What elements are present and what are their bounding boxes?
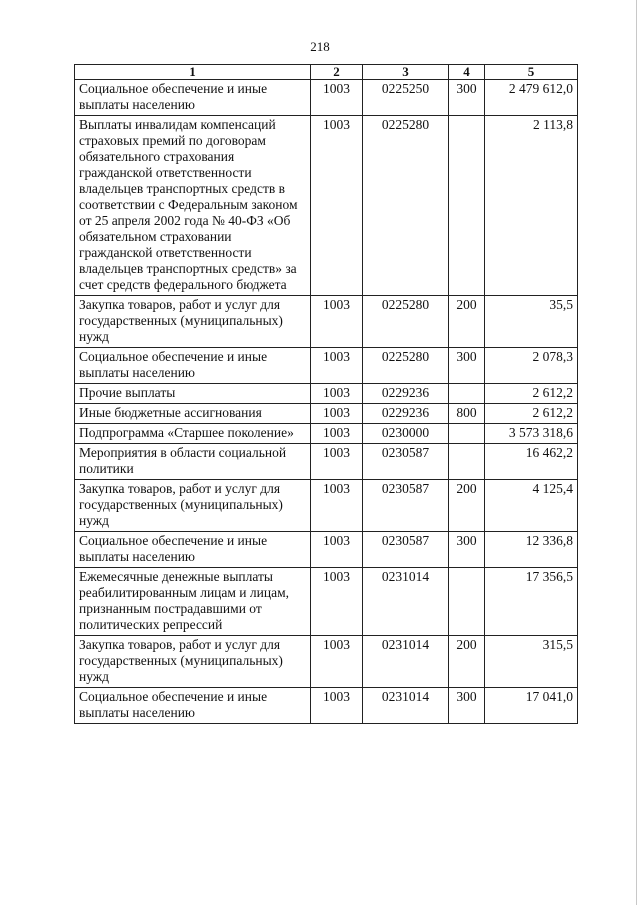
- row-name: Закупка товаров, работ и услуг для государственных (муниципальных) нужд: [75, 480, 311, 532]
- row-amount: 17 041,0: [485, 688, 578, 724]
- row-type: 300: [449, 688, 485, 724]
- row-amount: 12 336,8: [485, 532, 578, 568]
- row-amount: 4 125,4: [485, 480, 578, 532]
- row-target: 0230587: [363, 532, 449, 568]
- table-row: [75, 404, 578, 424]
- row-target: 0230587: [363, 480, 449, 532]
- row-type: 300: [449, 532, 485, 568]
- row-amount: 2 612,2: [485, 384, 578, 404]
- row-name: Мероприятия в области социальной политики: [75, 444, 311, 480]
- row-type: 200: [449, 296, 485, 348]
- row-amount: 35,5: [485, 296, 578, 348]
- table-row: [75, 348, 578, 384]
- row-name: Социальное обеспечение и иные выплаты населению: [75, 688, 311, 724]
- row-target: 0225250: [363, 80, 449, 116]
- row-section: 1003: [311, 404, 363, 424]
- row-type: [449, 424, 485, 444]
- row-name: Выплаты инвалидам компенсаций страховых премий по договорам обязательного страхования гражданской ответственности владельцев транспортных средств в соответствии с Федеральным законом от 25 апреля 2002 года № 40-ФЗ «Об обязательном страховании гражданской ответственности владельцев транспортных средств» за счет средств федерального бюджета: [75, 116, 311, 296]
- row-name: Иные бюджетные ассигнования: [75, 404, 311, 424]
- page-number: 218: [310, 39, 330, 54]
- row-type: 300: [449, 80, 485, 116]
- row-amount: 2 612,2: [485, 404, 578, 424]
- budget-table: [74, 64, 578, 724]
- row-type: [449, 116, 485, 296]
- row-section: 1003: [311, 424, 363, 444]
- row-section: 1003: [311, 480, 363, 532]
- scan-edge-line: [636, 0, 637, 905]
- row-type: [449, 568, 485, 636]
- row-target: 0230587: [363, 444, 449, 480]
- row-name: Социальное обеспечение и иные выплаты населению: [75, 80, 311, 116]
- row-target: 0231014: [363, 568, 449, 636]
- row-target: 0225280: [363, 296, 449, 348]
- table-row: [75, 688, 578, 724]
- row-type: 800: [449, 404, 485, 424]
- row-target: 0225280: [363, 348, 449, 384]
- row-target: 0231014: [363, 636, 449, 688]
- header-col-3: 3: [363, 65, 449, 80]
- table-row: [75, 116, 578, 296]
- row-section: 1003: [311, 444, 363, 480]
- table-row: [75, 424, 578, 444]
- row-section: 1003: [311, 636, 363, 688]
- row-section: 1003: [311, 384, 363, 404]
- row-target: 0225280: [363, 116, 449, 296]
- row-type: [449, 444, 485, 480]
- row-name: Закупка товаров, работ и услуг для государственных (муниципальных) нужд: [75, 636, 311, 688]
- row-type: 200: [449, 480, 485, 532]
- row-amount: 3 573 318,6: [485, 424, 578, 444]
- row-section: 1003: [311, 80, 363, 116]
- table-row: [75, 296, 578, 348]
- header-col-2: 2: [311, 65, 363, 80]
- row-section: 1003: [311, 688, 363, 724]
- row-type: 300: [449, 348, 485, 384]
- row-section: 1003: [311, 348, 363, 384]
- row-name: Закупка товаров, работ и услуг для государственных (муниципальных) нужд: [75, 296, 311, 348]
- row-amount: 16 462,2: [485, 444, 578, 480]
- row-target: 0230000: [363, 424, 449, 444]
- table-row: [75, 444, 578, 480]
- row-name: Прочие выплаты: [75, 384, 311, 404]
- header-row: [75, 65, 578, 80]
- row-section: 1003: [311, 532, 363, 568]
- row-amount: 315,5: [485, 636, 578, 688]
- row-type: 200: [449, 636, 485, 688]
- row-section: 1003: [311, 116, 363, 296]
- table-row: [75, 480, 578, 532]
- row-name: Ежемесячные денежные выплаты реабилитированным лицам и лицам, признанным пострадавшими от политических репрессий: [75, 568, 311, 636]
- row-type: [449, 384, 485, 404]
- header-col-5: 5: [485, 65, 578, 80]
- row-name: Подпрограмма «Старшее поколение»: [75, 424, 311, 444]
- row-amount: 2 078,3: [485, 348, 578, 384]
- header-col-1: 1: [75, 65, 311, 80]
- header-col-4: 4: [449, 65, 485, 80]
- row-section: 1003: [311, 296, 363, 348]
- row-target: 0231014: [363, 688, 449, 724]
- row-amount: 2 113,8: [485, 116, 578, 296]
- row-section: 1003: [311, 568, 363, 636]
- table-row: [75, 532, 578, 568]
- table-row: [75, 80, 578, 116]
- table-row: [75, 384, 578, 404]
- table-row: [75, 568, 578, 636]
- row-amount: 17 356,5: [485, 568, 578, 636]
- row-name: Социальное обеспечение и иные выплаты населению: [75, 348, 311, 384]
- row-name: Социальное обеспечение и иные выплаты населению: [75, 532, 311, 568]
- row-amount: 2 479 612,0: [485, 80, 578, 116]
- row-target: 0229236: [363, 404, 449, 424]
- table-row: [75, 636, 578, 688]
- row-target: 0229236: [363, 384, 449, 404]
